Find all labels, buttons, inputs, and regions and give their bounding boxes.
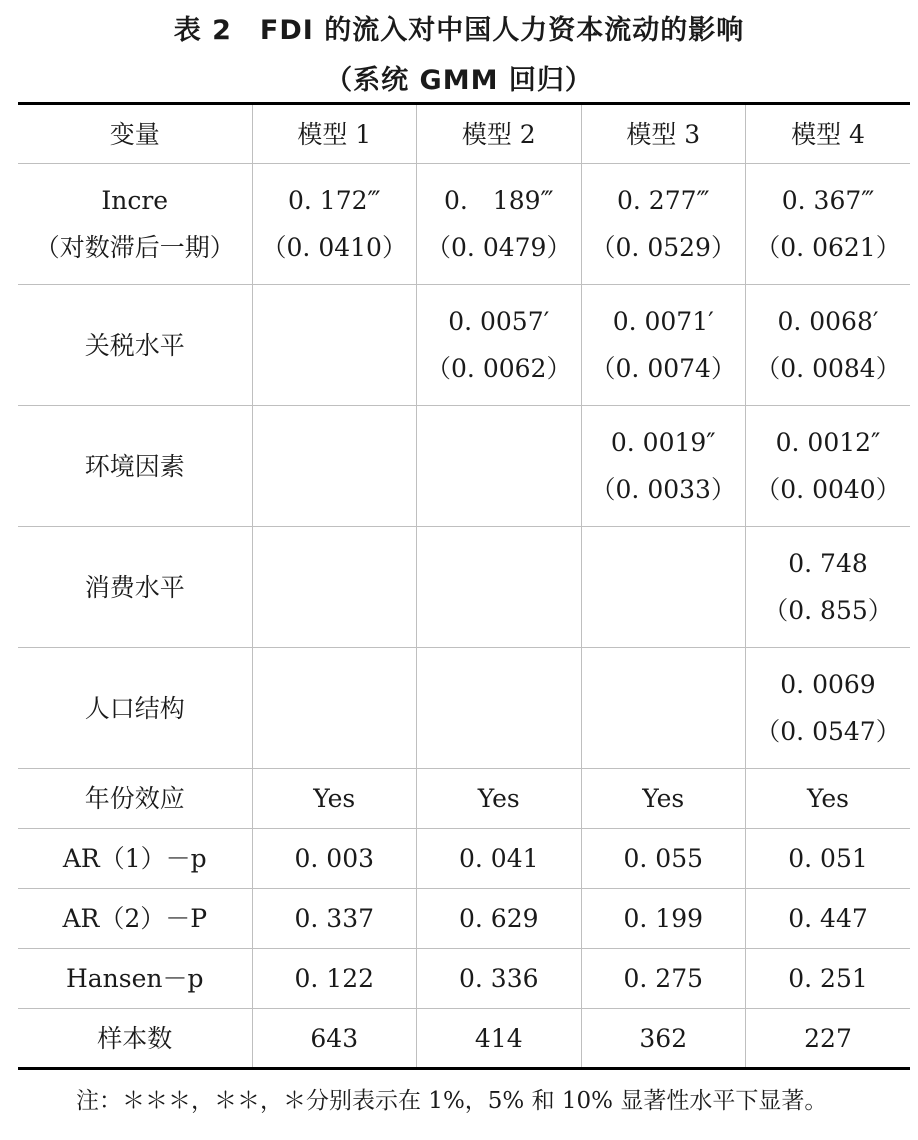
coefficient: 362 bbox=[639, 1023, 688, 1053]
coefficient: 0. 337 bbox=[294, 904, 375, 933]
row-label bbox=[18, 406, 252, 527]
coefficient: 0. 122 bbox=[294, 964, 375, 993]
row-label bbox=[18, 949, 252, 1009]
table-row bbox=[18, 285, 910, 406]
coefficient: 414 bbox=[474, 1023, 523, 1053]
coefficient: 0. 251 bbox=[788, 964, 868, 993]
coefficient: Yes bbox=[477, 784, 520, 813]
row-label-line: 消费水平 bbox=[84, 572, 185, 602]
table-cell bbox=[581, 1009, 746, 1069]
coefficient: 0. 003 bbox=[294, 844, 375, 873]
row-label-line: 关税水平 bbox=[84, 330, 185, 360]
table-cell bbox=[252, 164, 417, 285]
coefficient: 0. 629 bbox=[458, 904, 539, 933]
coefficient: 0. 0057′ bbox=[448, 307, 550, 336]
coefficient: 0. 0019″ bbox=[610, 428, 716, 457]
coefficient: 0. 0071′ bbox=[612, 307, 714, 336]
table-cell bbox=[746, 527, 911, 648]
table-cell bbox=[252, 527, 417, 648]
table-cell bbox=[252, 829, 417, 889]
table-cell bbox=[417, 164, 582, 285]
coefficient: 0. 199 bbox=[623, 904, 704, 933]
row-label-line: AR（1）－p bbox=[62, 844, 207, 873]
coefficient: Yes bbox=[807, 784, 849, 813]
table-cell bbox=[581, 949, 746, 1009]
standard-error: （0. 0040） bbox=[755, 475, 901, 504]
table-cell bbox=[417, 527, 582, 648]
standard-error: （0. 0033） bbox=[590, 475, 736, 504]
table-cell bbox=[417, 829, 582, 889]
table-cell bbox=[581, 285, 746, 406]
table-cell bbox=[252, 406, 417, 527]
standard-error: （0. 0062） bbox=[426, 354, 572, 383]
row-label bbox=[18, 648, 252, 769]
row-label-line: Hansen－p bbox=[65, 964, 204, 993]
header-variable: 变量 bbox=[18, 104, 252, 164]
table-cell bbox=[581, 648, 746, 769]
header-model-3: 模型 3 bbox=[581, 104, 746, 164]
row-label-line: Incre bbox=[101, 186, 169, 215]
table-cell bbox=[417, 889, 582, 949]
standard-error: （0. 0621） bbox=[755, 233, 901, 262]
table-cell bbox=[417, 406, 582, 527]
table-cell bbox=[746, 164, 911, 285]
table-cell bbox=[417, 648, 582, 769]
table-cell bbox=[746, 889, 911, 949]
table-cell bbox=[746, 285, 911, 406]
coefficient: 0. 447 bbox=[788, 904, 868, 933]
standard-error: （0. 0529） bbox=[590, 233, 736, 262]
table-cell bbox=[252, 648, 417, 769]
table-cell bbox=[581, 406, 746, 527]
coefficient: 227 bbox=[804, 1023, 852, 1053]
standard-error: （0. 0074） bbox=[590, 354, 736, 383]
coefficient: 0. 336 bbox=[458, 964, 539, 993]
coefficient: 0. 055 bbox=[623, 844, 704, 873]
table-cell bbox=[746, 406, 911, 527]
coefficient: 0. 172‴ bbox=[287, 186, 381, 215]
coefficient: 0. 051 bbox=[788, 844, 868, 873]
table-cell bbox=[581, 164, 746, 285]
table-row bbox=[18, 527, 910, 648]
table-cell bbox=[417, 949, 582, 1009]
standard-error: （0. 0084） bbox=[755, 354, 901, 383]
row-label bbox=[18, 769, 252, 829]
table-row bbox=[18, 889, 910, 949]
table-cell bbox=[252, 769, 417, 829]
header-model-4: 模型 4 bbox=[746, 104, 911, 164]
coefficient: 0. 0012″ bbox=[775, 428, 881, 457]
table-cell bbox=[581, 889, 746, 949]
table-cell bbox=[417, 769, 582, 829]
row-label bbox=[18, 829, 252, 889]
table-cell bbox=[746, 769, 911, 829]
regression-table bbox=[18, 102, 910, 1070]
row-label bbox=[18, 1009, 252, 1069]
header-model-1: 模型 1 bbox=[252, 104, 417, 164]
row-label bbox=[18, 527, 252, 648]
table-cell bbox=[746, 829, 911, 889]
coefficient: Yes bbox=[642, 784, 685, 813]
table-cell bbox=[252, 1009, 417, 1069]
table-cell bbox=[746, 1009, 911, 1069]
table-row bbox=[18, 769, 910, 829]
table-row bbox=[18, 829, 910, 889]
coefficient: 0. 0068′ bbox=[777, 307, 879, 336]
table-row bbox=[18, 406, 910, 527]
table-cell bbox=[581, 769, 746, 829]
row-label-line: AR（2）－P bbox=[62, 904, 208, 933]
coefficient: 0. 189‴ bbox=[443, 186, 554, 215]
standard-error: （0. 0547） bbox=[755, 717, 901, 746]
row-label bbox=[18, 285, 252, 406]
coefficient: 0. 0069 bbox=[780, 670, 876, 699]
table-cell bbox=[252, 285, 417, 406]
table-row bbox=[18, 648, 910, 769]
standard-error: （0. 0410） bbox=[261, 233, 407, 262]
coefficient: 0. 748 bbox=[788, 549, 868, 578]
row-label-line: 年份效应 bbox=[84, 784, 185, 813]
row-label bbox=[18, 164, 252, 285]
table-row bbox=[18, 1009, 910, 1069]
coefficient: 0. 367‴ bbox=[781, 186, 875, 215]
coefficient: 0. 041 bbox=[458, 844, 539, 873]
row-label bbox=[18, 889, 252, 949]
standard-error: （0. 855） bbox=[763, 596, 893, 625]
table-cell bbox=[417, 1009, 582, 1069]
table-cell bbox=[746, 949, 911, 1009]
table-note: 注：＊＊＊，＊＊，＊分别表示在 1%，5% 和 10% 显著性水平下显著。 bbox=[76, 1088, 828, 1114]
header-model-2: 模型 2 bbox=[417, 104, 582, 164]
table-cell bbox=[417, 285, 582, 406]
row-label-line: 样本数 bbox=[97, 1023, 173, 1053]
header-row bbox=[18, 104, 910, 164]
table-cell bbox=[252, 949, 417, 1009]
row-label-line: （对数滞后一期） bbox=[34, 233, 235, 262]
table-row bbox=[18, 164, 910, 285]
table-cell bbox=[581, 527, 746, 648]
table-subtitle: （系统 GMM 回归） bbox=[325, 65, 593, 96]
coefficient: 0. 275 bbox=[623, 964, 704, 993]
row-label-line: 人口结构 bbox=[84, 693, 185, 723]
coefficient: Yes bbox=[313, 784, 356, 813]
table-cell bbox=[581, 829, 746, 889]
coefficient: 643 bbox=[310, 1023, 359, 1053]
table-cell bbox=[252, 889, 417, 949]
coefficient: 0. 277‴ bbox=[616, 186, 710, 215]
standard-error: （0. 0479） bbox=[426, 233, 572, 262]
row-label-line: 环境因素 bbox=[84, 451, 185, 481]
table-title: 表 2 FDI 的流入对中国人力资本流动的影响 bbox=[173, 15, 745, 46]
table-row bbox=[18, 949, 910, 1009]
table-cell bbox=[746, 648, 911, 769]
